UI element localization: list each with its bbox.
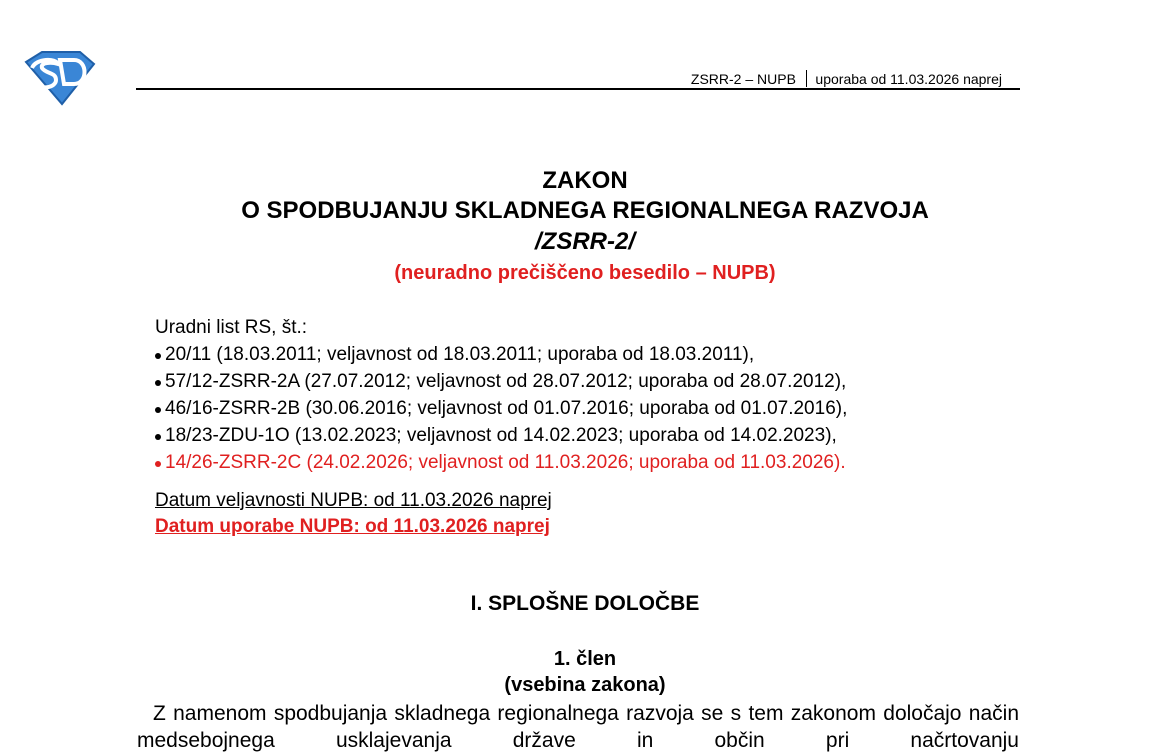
- header-usage: uporaba od 11.03.2026 naprej: [815, 71, 1002, 87]
- source-item-latest: 14/26-ZSRR-2C (24.02.2026; veljavnost od 11.03.2026; uporaba od 11.03.2026).: [155, 449, 847, 476]
- title-abbrev: /ZSRR-2/: [534, 228, 635, 255]
- header-rule: [136, 88, 1020, 90]
- article-subtitle: (vsebina zakona): [504, 674, 666, 696]
- source-item: 57/12-ZSRR-2A (27.07.2012; veljavnost od 28.07.2012; uporaba od 28.07.2012),: [155, 368, 847, 395]
- gazette-sources: [155, 314, 847, 476]
- source-item: 46/16-ZSRR-2B (30.06.2016; veljavnost od 01.07.2016; uporaba od 01.07.2016),: [155, 395, 847, 422]
- source-item: 20/11 (18.03.2011; veljavnost od 18.03.2011; uporaba od 18.03.2011),: [155, 341, 847, 368]
- validity-date: Datum veljavnosti NUPB: od 11.03.2026 naprej: [155, 490, 552, 511]
- sd-logo-icon: [22, 48, 96, 106]
- source-item: 18/23-ZDU-1O (13.02.2023; veljavnost od 14.02.2023; uporaba od 14.02.2023),: [155, 422, 847, 449]
- nupb-dates: [155, 488, 552, 540]
- header-separator: [806, 70, 808, 87]
- header-doc-code: ZSRR-2 – NUPB: [690, 71, 796, 87]
- title-nupb: (neuradno prečiščeno besedilo – NUPB): [394, 262, 776, 284]
- title-law: ZAKON: [542, 167, 628, 194]
- page-header: [691, 70, 1002, 87]
- title-name: O SPODBUJANJU SKLADNEGA REGIONALNEGA RAZVOJA: [241, 197, 929, 224]
- sources-heading: Uradni list RS, št.:: [155, 317, 308, 338]
- article-paragraph: Z namenom spodbujanja skladnega regionalnega razvoja se s tem zakonom določajo način medsebojnega usklajevanja države in občin pri načrtovanju: [137, 702, 1019, 752]
- usage-date: Datum uporabe NUPB: od 11.03.2026 naprej: [155, 516, 550, 537]
- article-number: 1. člen: [553, 648, 617, 670]
- chapter-heading: I. SPLOŠNE DOLOČBE: [470, 592, 700, 615]
